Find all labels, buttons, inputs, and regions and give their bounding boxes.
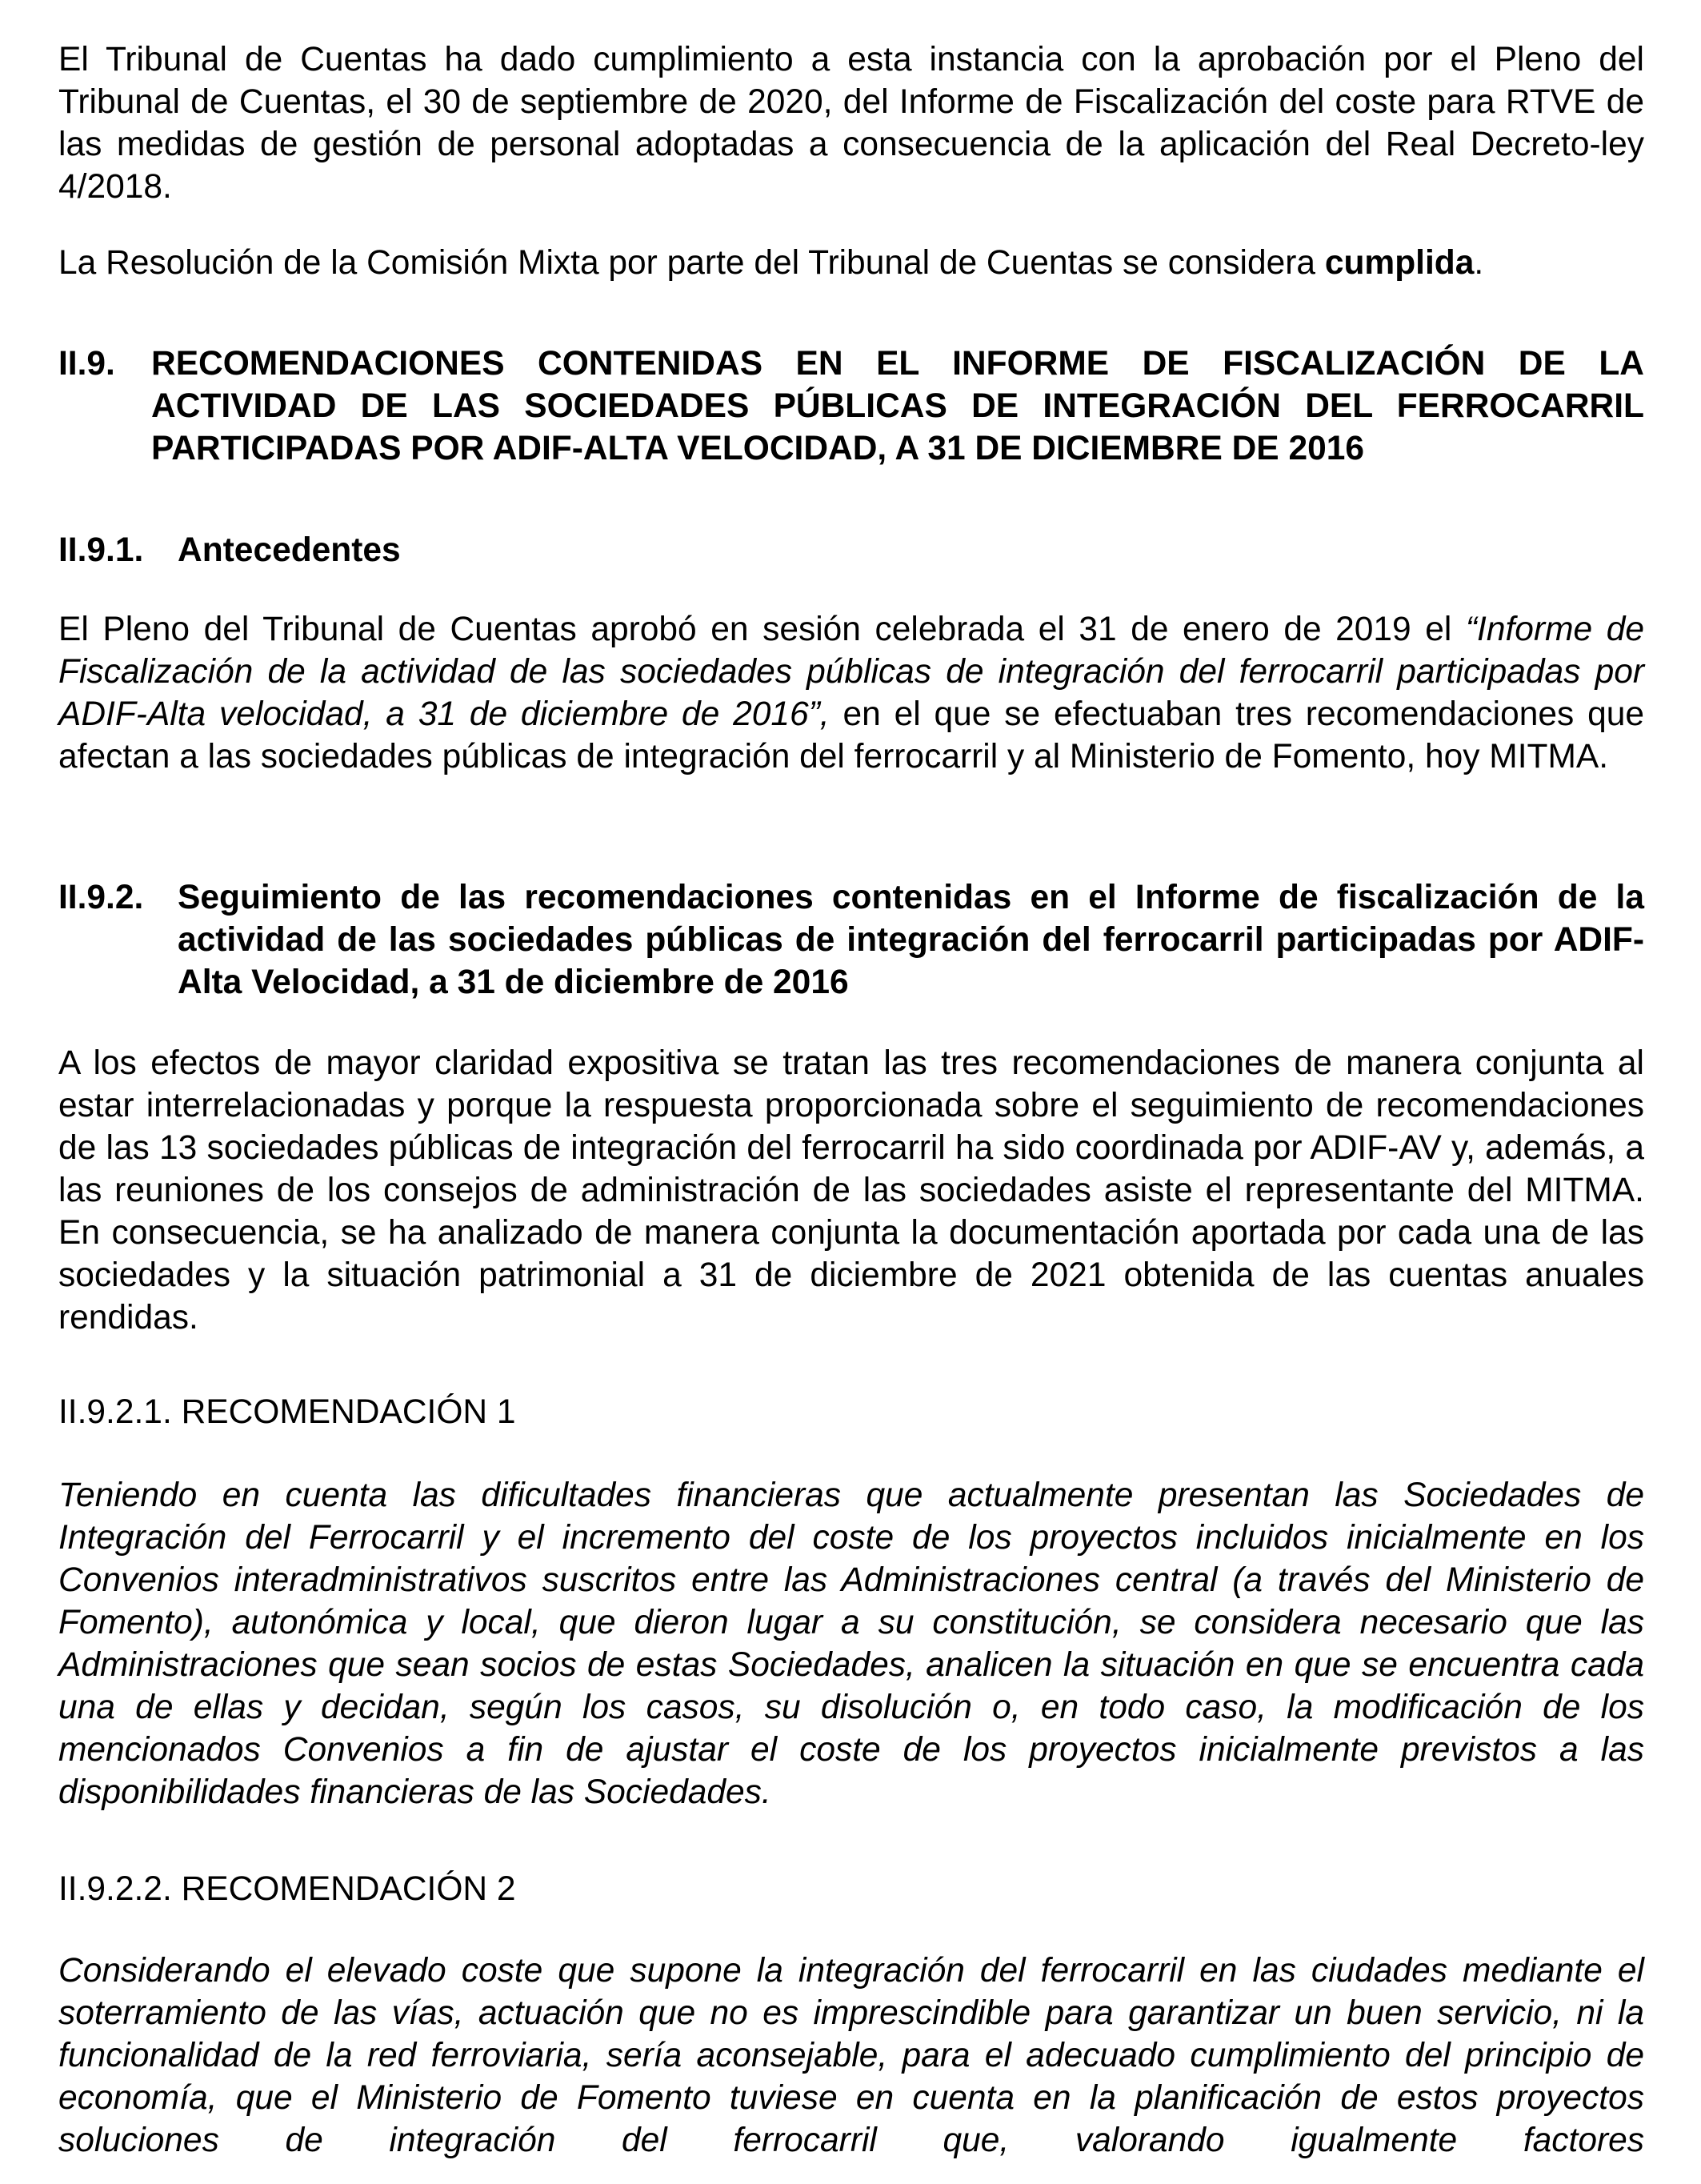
subsection-title: Antecedentes [178,531,401,569]
recommendation-text: Teniendo en cuenta las dificultades financieras que actualmente presentan las Sociedades de Integración del Ferrocarril y el incremento del coste de los proyectos incluidos inicialmente en los Convenios interadministrativos suscritos entre las Administraciones central (a través del Ministerio de Fomento), autonómica y local, que dieron lugar a su constitución, se considera necesario que las Administraciones que sean socios de estas Sociedades, analicen la situación en que se encuentra cada una de ellas y decidan, según los casos, su disolución o, en todo caso, la modificación de los mencionados Convenios a fin de ajustar el coste de los proyectos inicialmente previstos a las disponibilidades financieras de las Sociedades. [58,1477,1644,1811]
intro-paragraph: El Tribunal de Cuentas ha dado cumplimiento a esta instancia con la aprobación por el Pleno del Tribunal de Cuentas, el 30 de septiembre de 2020, del Informe de Fiscalización del coste para RTVE de las medidas de gestión de personal adoptadas a consecuencia de la aplicación del Real Decreto-ley 4/2018. [58,41,1644,206]
antecedentes-paragraph [58,608,1644,778]
resolution-period: . [1474,244,1484,282]
subsection-title: Seguimiento de las recomendaciones contenidas en el Informe de fiscalización de la actividad de las sociedades públicas de integración del ferrocarril participadas por ADIF-Alta Velocidad, a 31 de diciembre de 2016 [178,879,1644,1001]
recommendation-text: Considerando el elevado coste que supone la integración del ferrocarril en las ciudades mediante el soterramiento de las vías, actuación que no es imprescindible para garantizar un buen servicio, ni la funcionalidad de la red ferroviaria, sería aconsejable, para el adecuado cumplimiento del principio de economía, que el Ministerio de Fomento tuviese en cuenta en la planificación de estos proyectos soluciones de integración del ferrocarril que, valorando igualmente factores [58,1952,1644,2159]
section-number: II.9. [58,345,115,383]
subsection-number: II.9.1. [58,531,144,569]
section-title: RECOMENDACIONES CONTENIDAS EN EL INFORME DE FISCALIZACIÓN DE LA ACTIVIDAD DE LAS SOCIEDADES PÚBLICAS DE INTEGRACIÓN DEL FERROCARRIL PARTICIPADAS POR ADIF-ALTA VELOCIDAD, A 31 DE DICIEMBRE DE 2016 [151,345,1644,467]
report-title-italic: “Informe de Fiscalización de la actividad de las sociedades públicas de integración del ferrocarril participadas por ADIF-Alta velocidad, a 31 de diciembre de 2016”, [58,611,1644,733]
antecedentes-text-end: en el que se efectuaban tres recomendaciones que afectan a las sociedades públicas de integración del ferrocarril y al Ministerio de Fomento, hoy MITMA. [58,695,1645,775]
antecedentes-text: El Pleno del Tribunal de Cuentas aprobó en sesión celebrada el 31 de enero de 2019 el [58,611,1466,648]
seguimiento-paragraph: A los efectos de mayor claridad expositiva se tratan las tres recomendaciones de manera conjunta al estar interrelacionadas y porque la respuesta proporcionada sobre el seguimiento de recomendaciones de las 13 sociedades públicas de integración del ferrocarril ha sido coordinada por ADIF-AV y, además, a las reuniones de los consejos de administración de las sociedades asiste el representante del MITMA. En consecuencia, se ha analizado de manera conjunta la documentación aportada por cada una de las sociedades y la situación patrimonial a 31 de diciembre de 2021 obtenida de las cuentas anuales rendidas. [58,1044,1644,1336]
resolution-text: La Resolución de la Comisión Mixta por parte del Tribunal de Cuentas se considera [58,244,1325,282]
resolution-paragraph [58,242,1644,284]
resolution-status: cumplida [1324,244,1475,282]
recommendation-heading: II.9.2.1. RECOMENDACIÓN 1 [58,1393,516,1431]
recommendation-heading: II.9.2.2. RECOMENDACIÓN 2 [58,1870,516,1908]
subsection-number: II.9.2. [58,879,144,916]
